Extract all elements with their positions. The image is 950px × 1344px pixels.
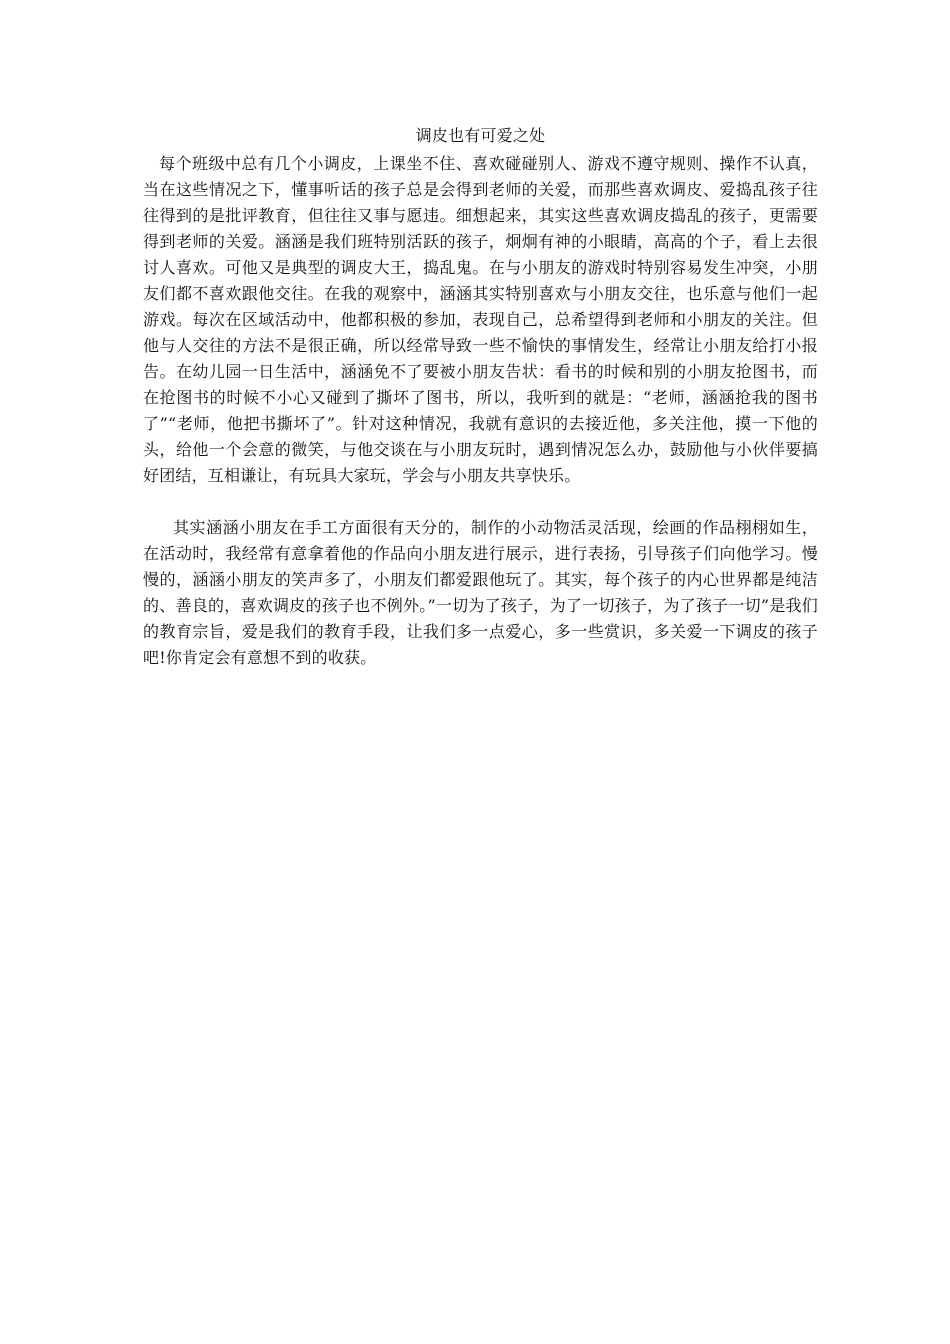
paragraph-1: 每个班级中总有几个小调皮，上课坐不住、喜欢碰碰别人、游戏不遵守规则、操作不认真，当在这些情况之下，懂事听话的孩子总是会得到老师的关爱，而那些喜欢调皮、爱捣乱孩子往往得到的是批评教育，但往往又事与愿违。细想起来，其实这些喜欢调皮捣乱的孩子，更需要得到老师的关爱。涵涵是我们班特别活跃的孩子，炯炯有神的小眼睛，高高的个子，看上去很讨人喜欢。可他又是典型的调皮大王，捣乱鬼。在与小朋友的游戏时特别容易发生冲突，小朋友们都不喜欢跟他交往。在我的观察中，涵涵其实特别喜欢与小朋友交往，也乐意与他们一起游戏。每次在区域活动中，他都积极的参加，表现自己，总希望得到老师和小朋友的关注。但他与人交往的方法不是很正确，所以经常导致一些不愉快的事情发生，经常让小朋友给打小报告。在幼儿园一日生活中，涵涵免不了要被小朋友告状：看书的时候和别的小朋友抢图书，而在抢图书的时候不小心又碰到了撕坏了图书，所以，我听到的就是：“老师，涵涵抢我的图书了”“老师，他把书撕坏了”。针对这种情况，我就有意识的去接近他，多关注他，摸一下他的头，给他一个会意的微笑，与他交谈在与小朋友玩时，遇到情况怎么办，鼓励他与小伙伴要搞好团结，互相谦让，有玩具大家玩，学会与小朋友共享快乐。 <box>143 154 818 485</box>
paragraph-2: 其实涵涵小朋友在手工方面很有天分的，制作的小动物活灵活现，绘画的作品栩栩如生，在活动时，我经常有意拿着他的作品向小朋友进行展示，进行表扬，引导孩子们向他学习。慢慢的，涵涵小朋友的笑声多了，小朋友们都爱跟他玩了。其实，每个孩子的内心世界都是纯洁的、善良的，喜欢调皮的孩子也不例外。”一切为了孩子，为了一切孩子，为了孩子一切”是我们的教育宗旨，爱是我们的教育手段，让我们多一点爱心，多一些赏识，多关爱一下调皮的孩子吧!你肯定会有意想不到的收获。 <box>143 518 818 667</box>
document-body <box>143 123 818 671</box>
document-title: 调皮也有可爱之处 <box>415 126 546 145</box>
paragraph-spacer <box>143 489 818 515</box>
